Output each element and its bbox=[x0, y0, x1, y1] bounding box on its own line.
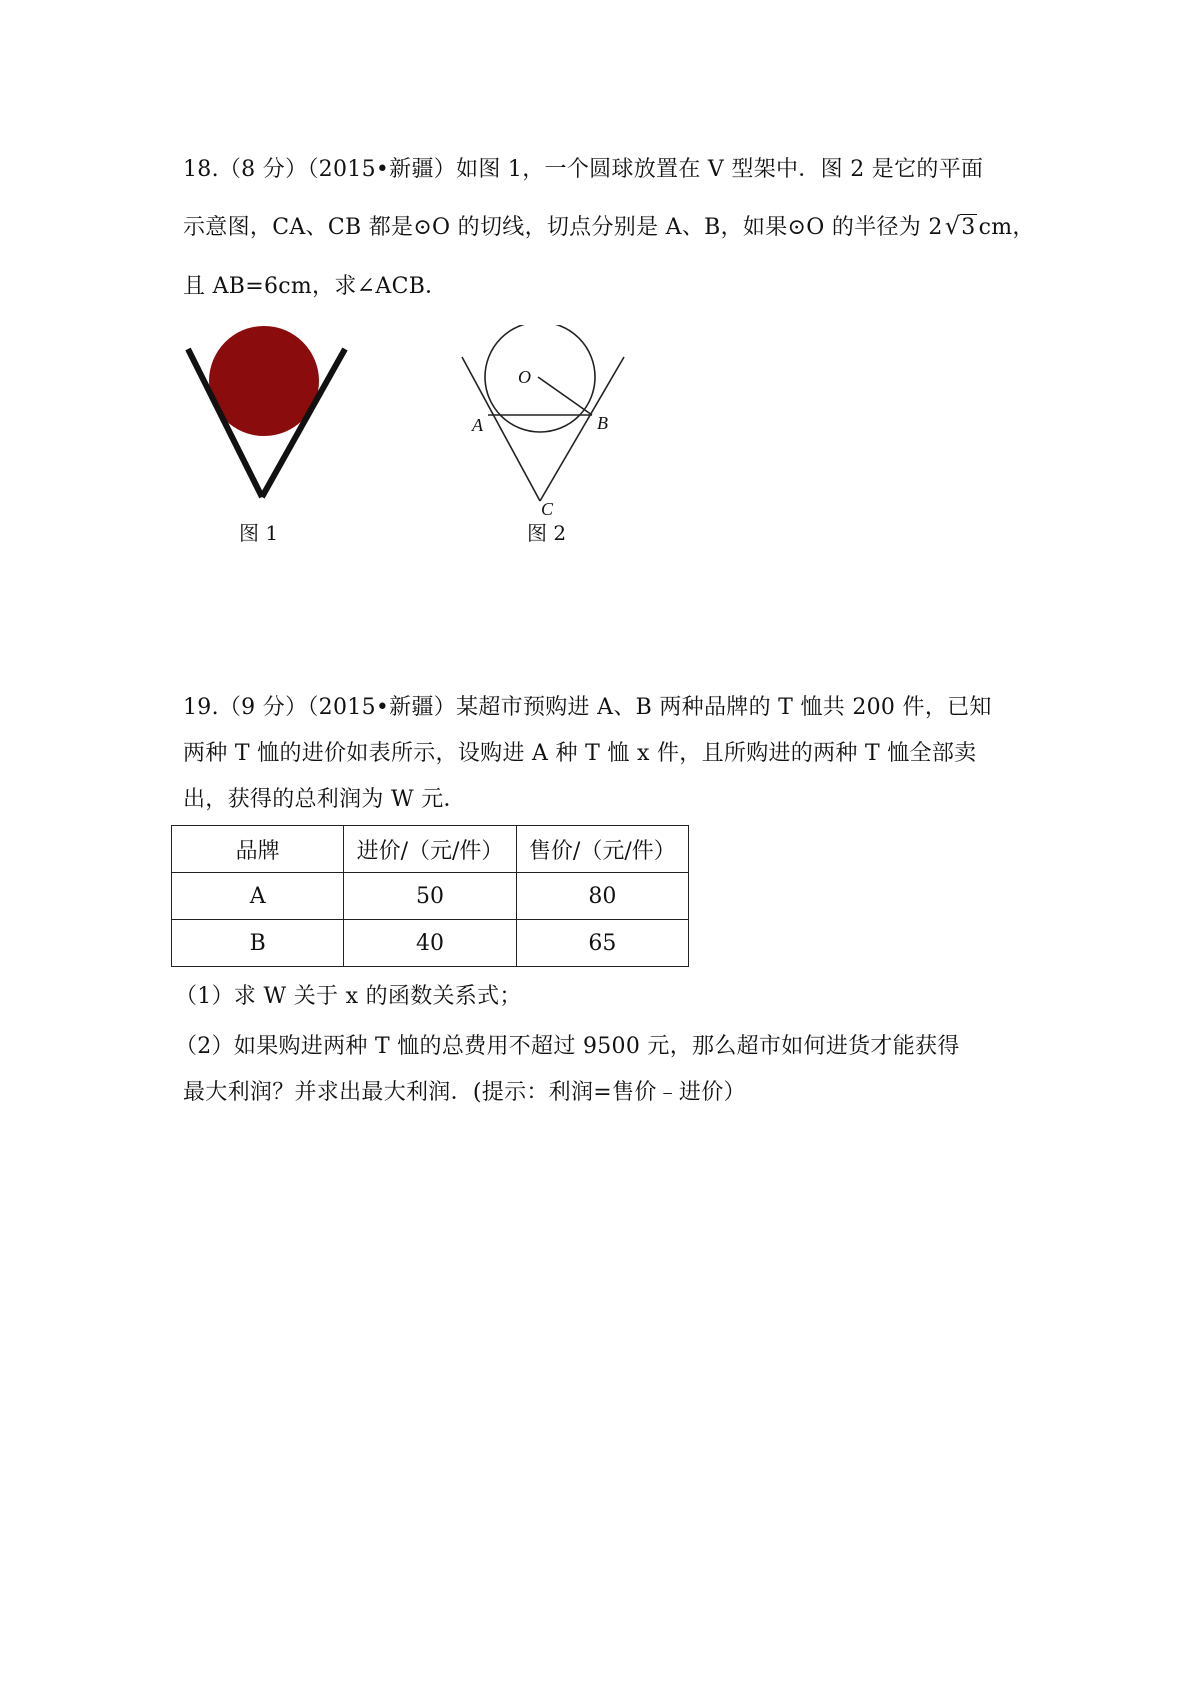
label-c: C bbox=[541, 499, 554, 519]
table-cell: A bbox=[172, 873, 344, 920]
radius-ob bbox=[538, 377, 592, 415]
table-cell: 80 bbox=[516, 873, 688, 920]
table-cell: B bbox=[172, 920, 344, 967]
radical-sign-icon: √ bbox=[944, 212, 961, 240]
q19-line-1: 19.（9 分）（2015•新疆）某超市预购进 A、B 两种品牌的 T 恤共 200 件，已知 bbox=[183, 695, 992, 720]
q18-line-2 bbox=[183, 211, 1035, 243]
q19-part-2-line-2: 最大利润？并求出最大利润．(提示：利润=售价﹣进价） bbox=[183, 1080, 746, 1105]
table-header-cell: 进价/（元/件） bbox=[344, 826, 516, 873]
table-cell: 50 bbox=[344, 873, 516, 920]
q19-line-3: 出，获得的总利润为 W 元． bbox=[183, 787, 466, 812]
table-header-cell: 品牌 bbox=[172, 826, 344, 873]
sqrt-symbol bbox=[945, 211, 977, 243]
q19-line-2: 两种 T 恤的进价如表所示，设购进 A 种 T 恤 x 件，且所购进的两种 T 恤全部卖 bbox=[183, 741, 977, 766]
q19-part-1: （1）求 W 关于 x 的函数关系式； bbox=[175, 984, 522, 1009]
figure-2-caption: 图 2 bbox=[527, 521, 567, 545]
table-cell: 40 bbox=[344, 920, 516, 967]
table-row bbox=[172, 873, 689, 920]
tangent-line-cb bbox=[540, 357, 624, 501]
figure-1-caption: 图 1 bbox=[239, 521, 279, 545]
figure-2-tangent-diagram bbox=[450, 325, 650, 525]
label-a: A bbox=[472, 415, 483, 435]
q19-part-2-line-1: （2）如果购进两种 T 恤的总费用不超过 9500 元，那么超市如何进货才能获得 bbox=[175, 1034, 960, 1059]
label-b: B bbox=[597, 413, 608, 433]
table-header-row bbox=[172, 826, 689, 873]
figure-1-ball-in-v-rack bbox=[180, 325, 360, 505]
q18-line-2-pre: 示意图，CA、CB 都是⊙O 的切线，切点分别是 A、B，如果⊙O 的半径为 2 bbox=[183, 215, 943, 240]
table-header-cell: 售价/（元/件） bbox=[516, 826, 688, 873]
label-o: O bbox=[518, 367, 531, 387]
q18-line-1: 18.（8 分）（2015•新疆）如图 1，一个圆球放置在 V 型架中．图 2 是它的平面 bbox=[183, 157, 984, 182]
sqrt-radicand: 3 bbox=[961, 215, 976, 240]
table-cell: 65 bbox=[516, 920, 688, 967]
q18-line-2-post: cm， bbox=[978, 215, 1035, 240]
price-table bbox=[171, 825, 689, 967]
q18-line-3: 且 AB=6cm，求∠ACB． bbox=[183, 274, 448, 299]
table-row bbox=[172, 920, 689, 967]
